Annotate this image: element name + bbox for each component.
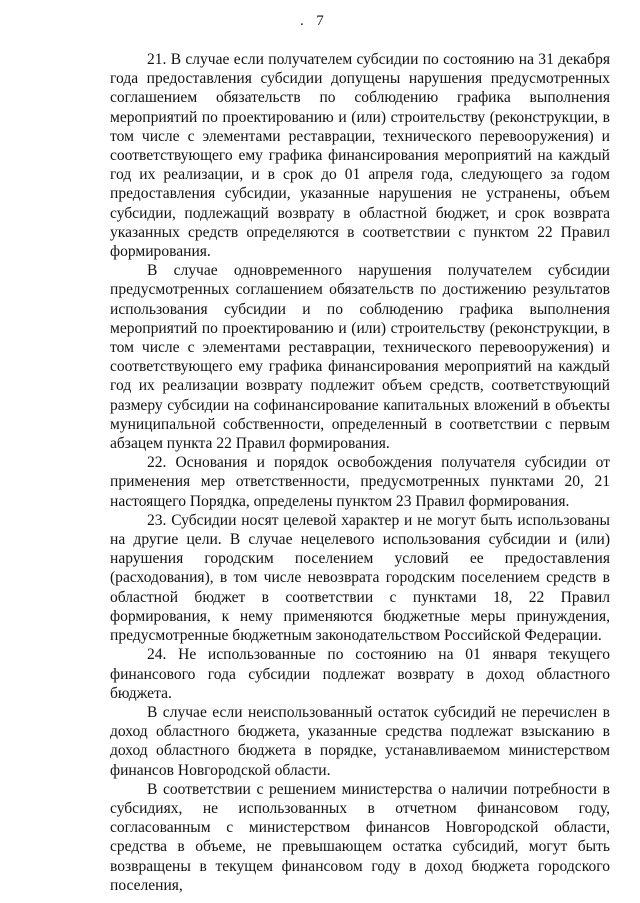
paragraph-22: 22. Основания и порядок освобождения получателя субсидии от применения мер ответственности, предусмотренных пунктами 20, 21 настоящего Порядка, определены пунктом 23 Правил формирования. bbox=[110, 454, 610, 510]
header-mark: . bbox=[300, 13, 304, 29]
paragraph-24-unspent-balance: В случае если неиспользованный остаток субсидий не перечислен в доход областного бюджета, указанные средства подлежат взысканию в доход областного бюджета в порядке, устанавливаемом министерством финансов Новгородской области. bbox=[110, 703, 610, 779]
page-header bbox=[0, 13, 640, 30]
document-body bbox=[110, 50, 610, 895]
paragraph-24-return-decision: В соответствии с решением министерства о наличии потребности в субсидиях, не использованных в отчетном финансовом году, согласованным с министерством финансов Новгородской области, средства в объеме, не превышающем остатка субсидий, могут быть возвращены в текущем финансовом году в доход бюджета городского поселения, bbox=[110, 780, 610, 894]
paragraph-23: 23. Субсидии носят целевой характер и не могут быть использованы на другие цели. В случае нецелевого использования субсидии и (или) нарушения городским поселением условий ее предоставления (расходования), в том числе невозврата городским поселением средств в областной бюджет в соответствии с пунктами 18, 22 Правил формирования, к нему применяются бюджетные меры принуждения, предусмотренные бюджетным законодательством Российской Федерации. bbox=[110, 511, 610, 645]
paragraph-24: 24. Не использованные по состоянию на 01 января текущего финансового года субсидии подлежат возврату в доход областного бюджета. bbox=[110, 646, 610, 702]
paragraph-21-simultaneous-violation: В случае одновременного нарушения получателем субсидии предусмотренных соглашением обязательств по достижению результатов использования субсидии и по соблюдению графика выполнения мероприятий по проектированию и (или) строительству (реконструкции, в том числе с элементами реставрации, технического перевооружения) и соответствующего ему графика финансирования мероприятий на каждый год их реализации возврату подлежит объем средств, соответствующий размеру субсидии на софинансирование капитальных вложений в объекты муниципальной собственности, определенный в соответствии с первым абзацем пункта 22 Правил формирования. bbox=[110, 262, 610, 453]
paragraph-21: 21. В случае если получателем субсидии по состоянию на 31 декабря года предоставления субсидии допущены нарушения предусмотренных соглашением обязательств по соблюдению графика выполнения мероприятий по проектированию и (или) строительству (реконструкции, в том числе с элементами реставрации, технического перевооружения) и соответствующего ему графика финансирования мероприятий на каждый год их реализации, и в срок до 01 апреля года, следующего за годом предоставления субсидии, указанные нарушения не устранены, объем субсидии, подлежащий возврату в областной бюджет, и срок возврата указанных средств определяются в соответствии с пунктом 22 Правил формирования. bbox=[110, 51, 610, 261]
page-number: 7 bbox=[316, 13, 324, 29]
